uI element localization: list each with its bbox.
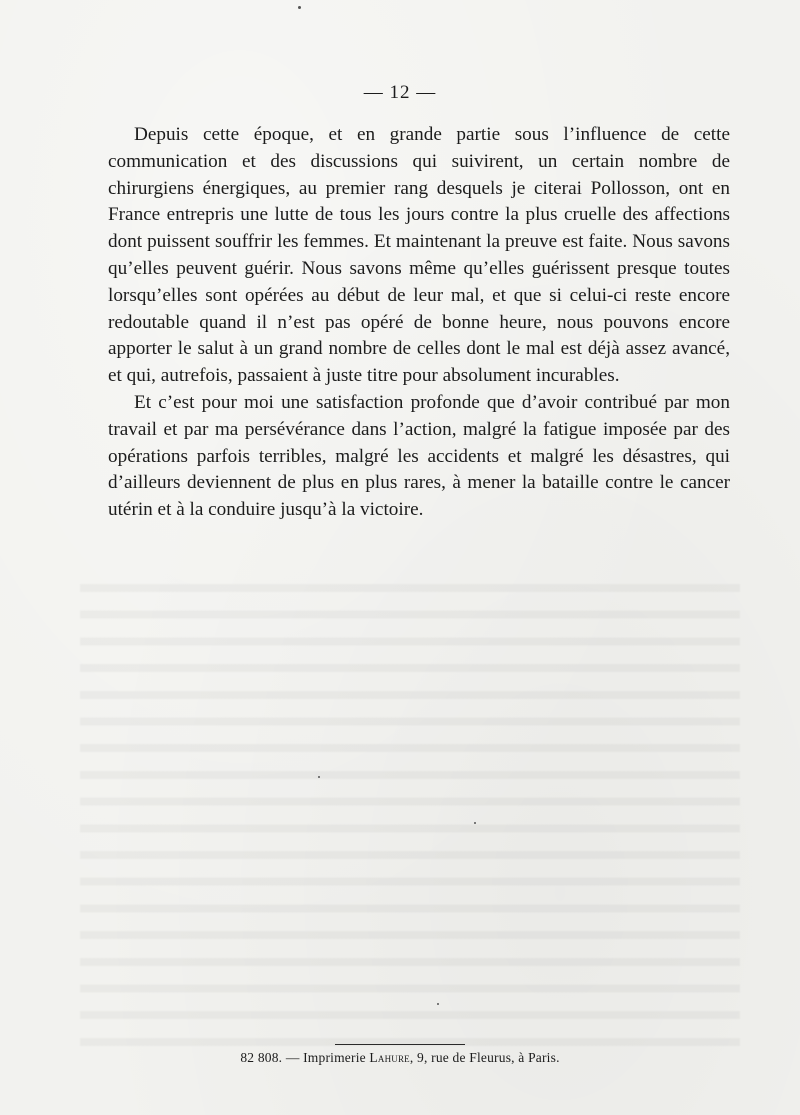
show-through-text	[80, 570, 740, 1050]
ink-speck	[437, 1003, 439, 1005]
body-text	[108, 122, 730, 524]
footer-rule	[335, 1044, 465, 1045]
footer-dash: —	[285, 1050, 300, 1065]
ink-speck	[298, 6, 301, 9]
ink-speck	[474, 822, 476, 824]
paragraph-2: Et c’est pour moi une satisfaction profonde que d’avoir contribué par mon travail et par ma persévérance dans l’action, malgré la fatigue imposée par des opérations parfois terribles, malgré les accidents et malgré les désastres, qui d’ailleurs deviennent de plus en plus rares, à mener la bataille contre le cancer utérin et à la conduire jusqu’à la victoire.	[108, 391, 730, 521]
paragraph-1: Depuis cette époque, et en grande partie sous l’influence de cette communication et des discussions qui suivirent, un certain nombre de chirurgiens énergiques, au premier rang desquels je citerai Pollosson, ont en France entrepris une lutte de tous les jours contre la plus cruelle des affections dont puissent souffrir les femmes. Et maintenant la preuve est faite. Nous savons qu’elles peuvent guérir. Nous savons même qu’elles guérissent presque toutes lorsqu’elles sont opérées au début de leur mal, et que si celui-ci reste encore redoutable quand il n’est pas opéré de bonne heure, nous pouvons encore apporter le salut à un grand nombre de celles dont le mal est déjà assez avancé, et qui, autrefois, passaient à juste titre pour absolument incurables.	[108, 124, 730, 387]
printer-footer	[0, 1050, 800, 1066]
ink-speck	[318, 776, 320, 778]
printer-address: , 9, rue de Fleurus, à Paris.	[409, 1050, 560, 1065]
page-number: — 12 —	[363, 82, 437, 103]
print-number: 82 808.	[240, 1050, 283, 1065]
printer-name: Lahure	[369, 1050, 410, 1065]
printer-prefix: Imprimerie	[303, 1050, 366, 1065]
